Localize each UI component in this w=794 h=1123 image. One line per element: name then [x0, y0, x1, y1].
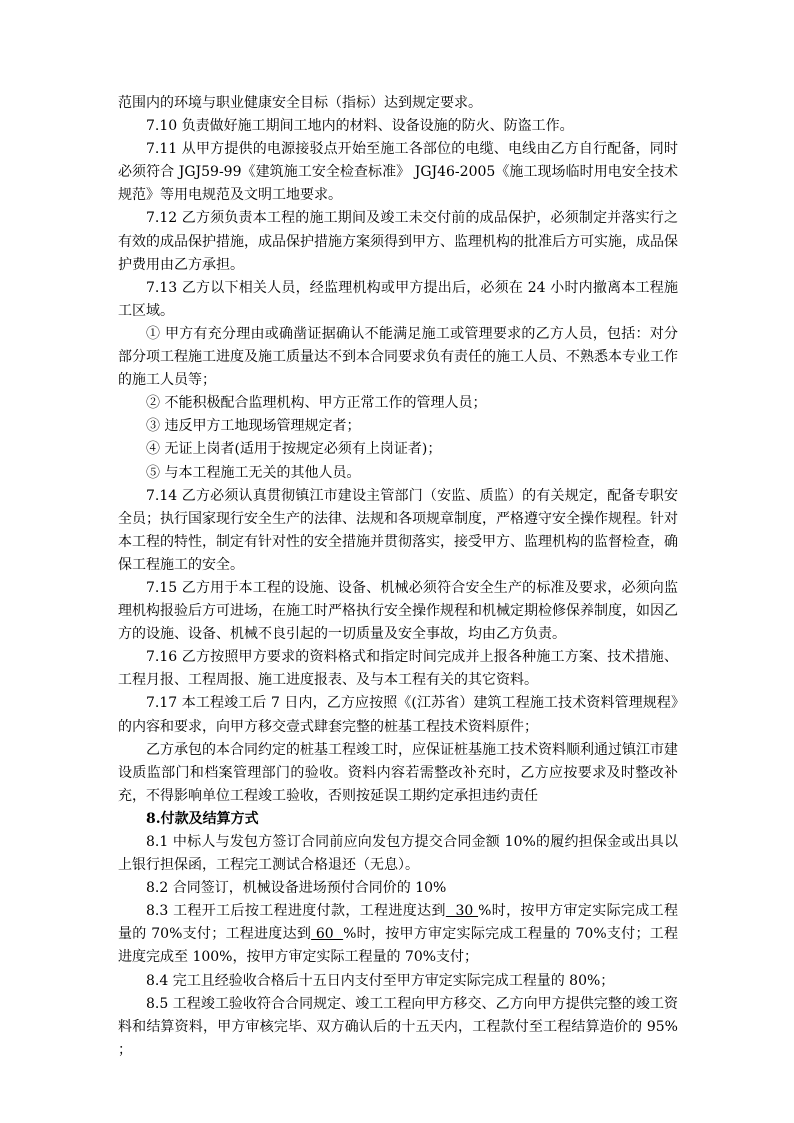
list-item-5: ⑤ 与本工程施工无关的其他人员。	[146, 464, 361, 481]
section-8-heading: 8.付款及结算方式	[146, 810, 259, 827]
paragraph-continuation: 范围内的环境与职业健康安全目标（指标）达到规定要求。	[118, 95, 482, 111]
progress-threshold-1: 30	[445, 903, 479, 920]
clause-7-12: 7.12 乙方须负责本工程的施工期间及竣工未交付前的成品保护，必须制定并落实行之有效的成品保护措施，成品保护措施方案须得到甲方、监理机构的批准后方可实施，成品保护费用由乙方承担。	[118, 210, 678, 273]
progress-threshold-2: 60	[311, 926, 344, 943]
document-page	[118, 92, 678, 1062]
clause-7-16: 7.16 乙方按照甲方要求的资料格式和指定时间完成并上报各种施工方案、技术措施、工程月报、工程周报、施工进度报表、及与本工程有关的其它资料。	[118, 649, 678, 689]
clause-7-17-continued: 乙方承包的本合同约定的桩基工程竣工时，应保证桩基施工技术资料顺利通过镇江市建设质监部门和档案管理部门的验收。资料内容若需整改补充时，乙方应按要求及时整改补充，不得影响单位工程竣工验收，否则按延误工期约定承担违约责任	[118, 741, 678, 804]
clause-8-5: 8.5 工程竣工验收符合合同规定、竣工工程向甲方移交、乙方向甲方提供完整的竣工资料和结算资料，甲方审核完毕、双方确认后的十五天内，工程款付至工程结算造价的 95% ；	[118, 995, 678, 1058]
clause-7-17: 7.17 本工程竣工后 7 日内，乙方应按照《(江苏省）建筑工程施工技术资料管理规程》的内容和要求，向甲方移交壹式肆套完整的桩基工程技术资料原件；	[118, 695, 678, 735]
list-item-1: ① 甲方有充分理由或确凿证据确认不能满足施工或管理要求的乙方人员，包括：对分部分项工程施工进度及施工质量达不到本合同要求负有责任的施工人员、不熟悉本专业工作的施工人员等；	[118, 325, 678, 389]
clause-7-15: 7.15 乙方用于本工程的设施、设备、机械必须符合安全生产的标准及要求，必须向监理机构报验后方可进场，在施工时严格执行安全操作规程和机械定期检修保养制度，如因乙方的设施、设备、机械不良引起的一切质量及安全事故，均由乙方负责。	[118, 579, 678, 643]
clause-8-4: 8.4 完工且经验收合格后十五日内支付至甲方审定实际完成工程量的 80%；	[146, 972, 615, 989]
clause-8-3	[118, 900, 678, 969]
clause-8-2: 8.2 合同签订，机械设备进场预付合同价的 10%	[146, 880, 447, 897]
clause-7-11: 7.11 从甲方提供的电源接驳点开始至施工各部位的电缆、电线由乙方自行配备，同时必须符合 JGJ59-99《建筑施工安全检查标准》 JGJ46-2005《施工现场临时用电安全技术规范》等用电规范及文明工地要求。	[118, 141, 678, 204]
clause-7-13: 7.13 乙方以下相关人员，经监理机构或甲方提出后，必须在 24 小时内撤离本工程施工区域。	[118, 279, 678, 319]
clause-8-3-part-a: 8.3 工程开工后按工程进度付款，工程进度达到	[146, 903, 446, 920]
clause-8-3-part-c: %时，按甲方审定实际完成工程量的 70%支付；工程进度完成至 100%，按甲方审定实际工程量的 70%支付；	[118, 926, 678, 966]
list-item-2: ② 不能积极配合监理机构、甲方正常工作的管理人员；	[146, 395, 487, 412]
clause-8-3-part-b: %时，按甲方审定实际完成工程量的 70%支付；工程进度达到	[118, 903, 678, 943]
list-item-4: ④ 无证上岗者(适用于按规定必须有上岗证者)；	[146, 441, 442, 458]
clause-7-14: 7.14 乙方必须认真贯彻镇江市建设主管部门（安监、质监）的有关规定，配备专职安全员；执行国家现行安全生产的法律、法规和各项规章制度，严格遵守安全操作规程。针对本工程的特性，制定有针对性的安全措施并贯彻落实，接受甲方、监理机构的监督检查，确保工程施工的安全。	[118, 487, 678, 573]
clause-8-1: 8.1 中标人与发包方签订合同前应向发包方提交合同金额 10%的履约担保金或出具以上银行担保函，工程完工测试合格退还（无息）。	[118, 834, 678, 874]
list-item-3: ③ 违反甲方工地现场管理规定者；	[146, 418, 361, 435]
clause-7-10: 7.10 负责做好施工期间工地内的材料、设备设施的防火、防盗工作。	[146, 118, 574, 135]
